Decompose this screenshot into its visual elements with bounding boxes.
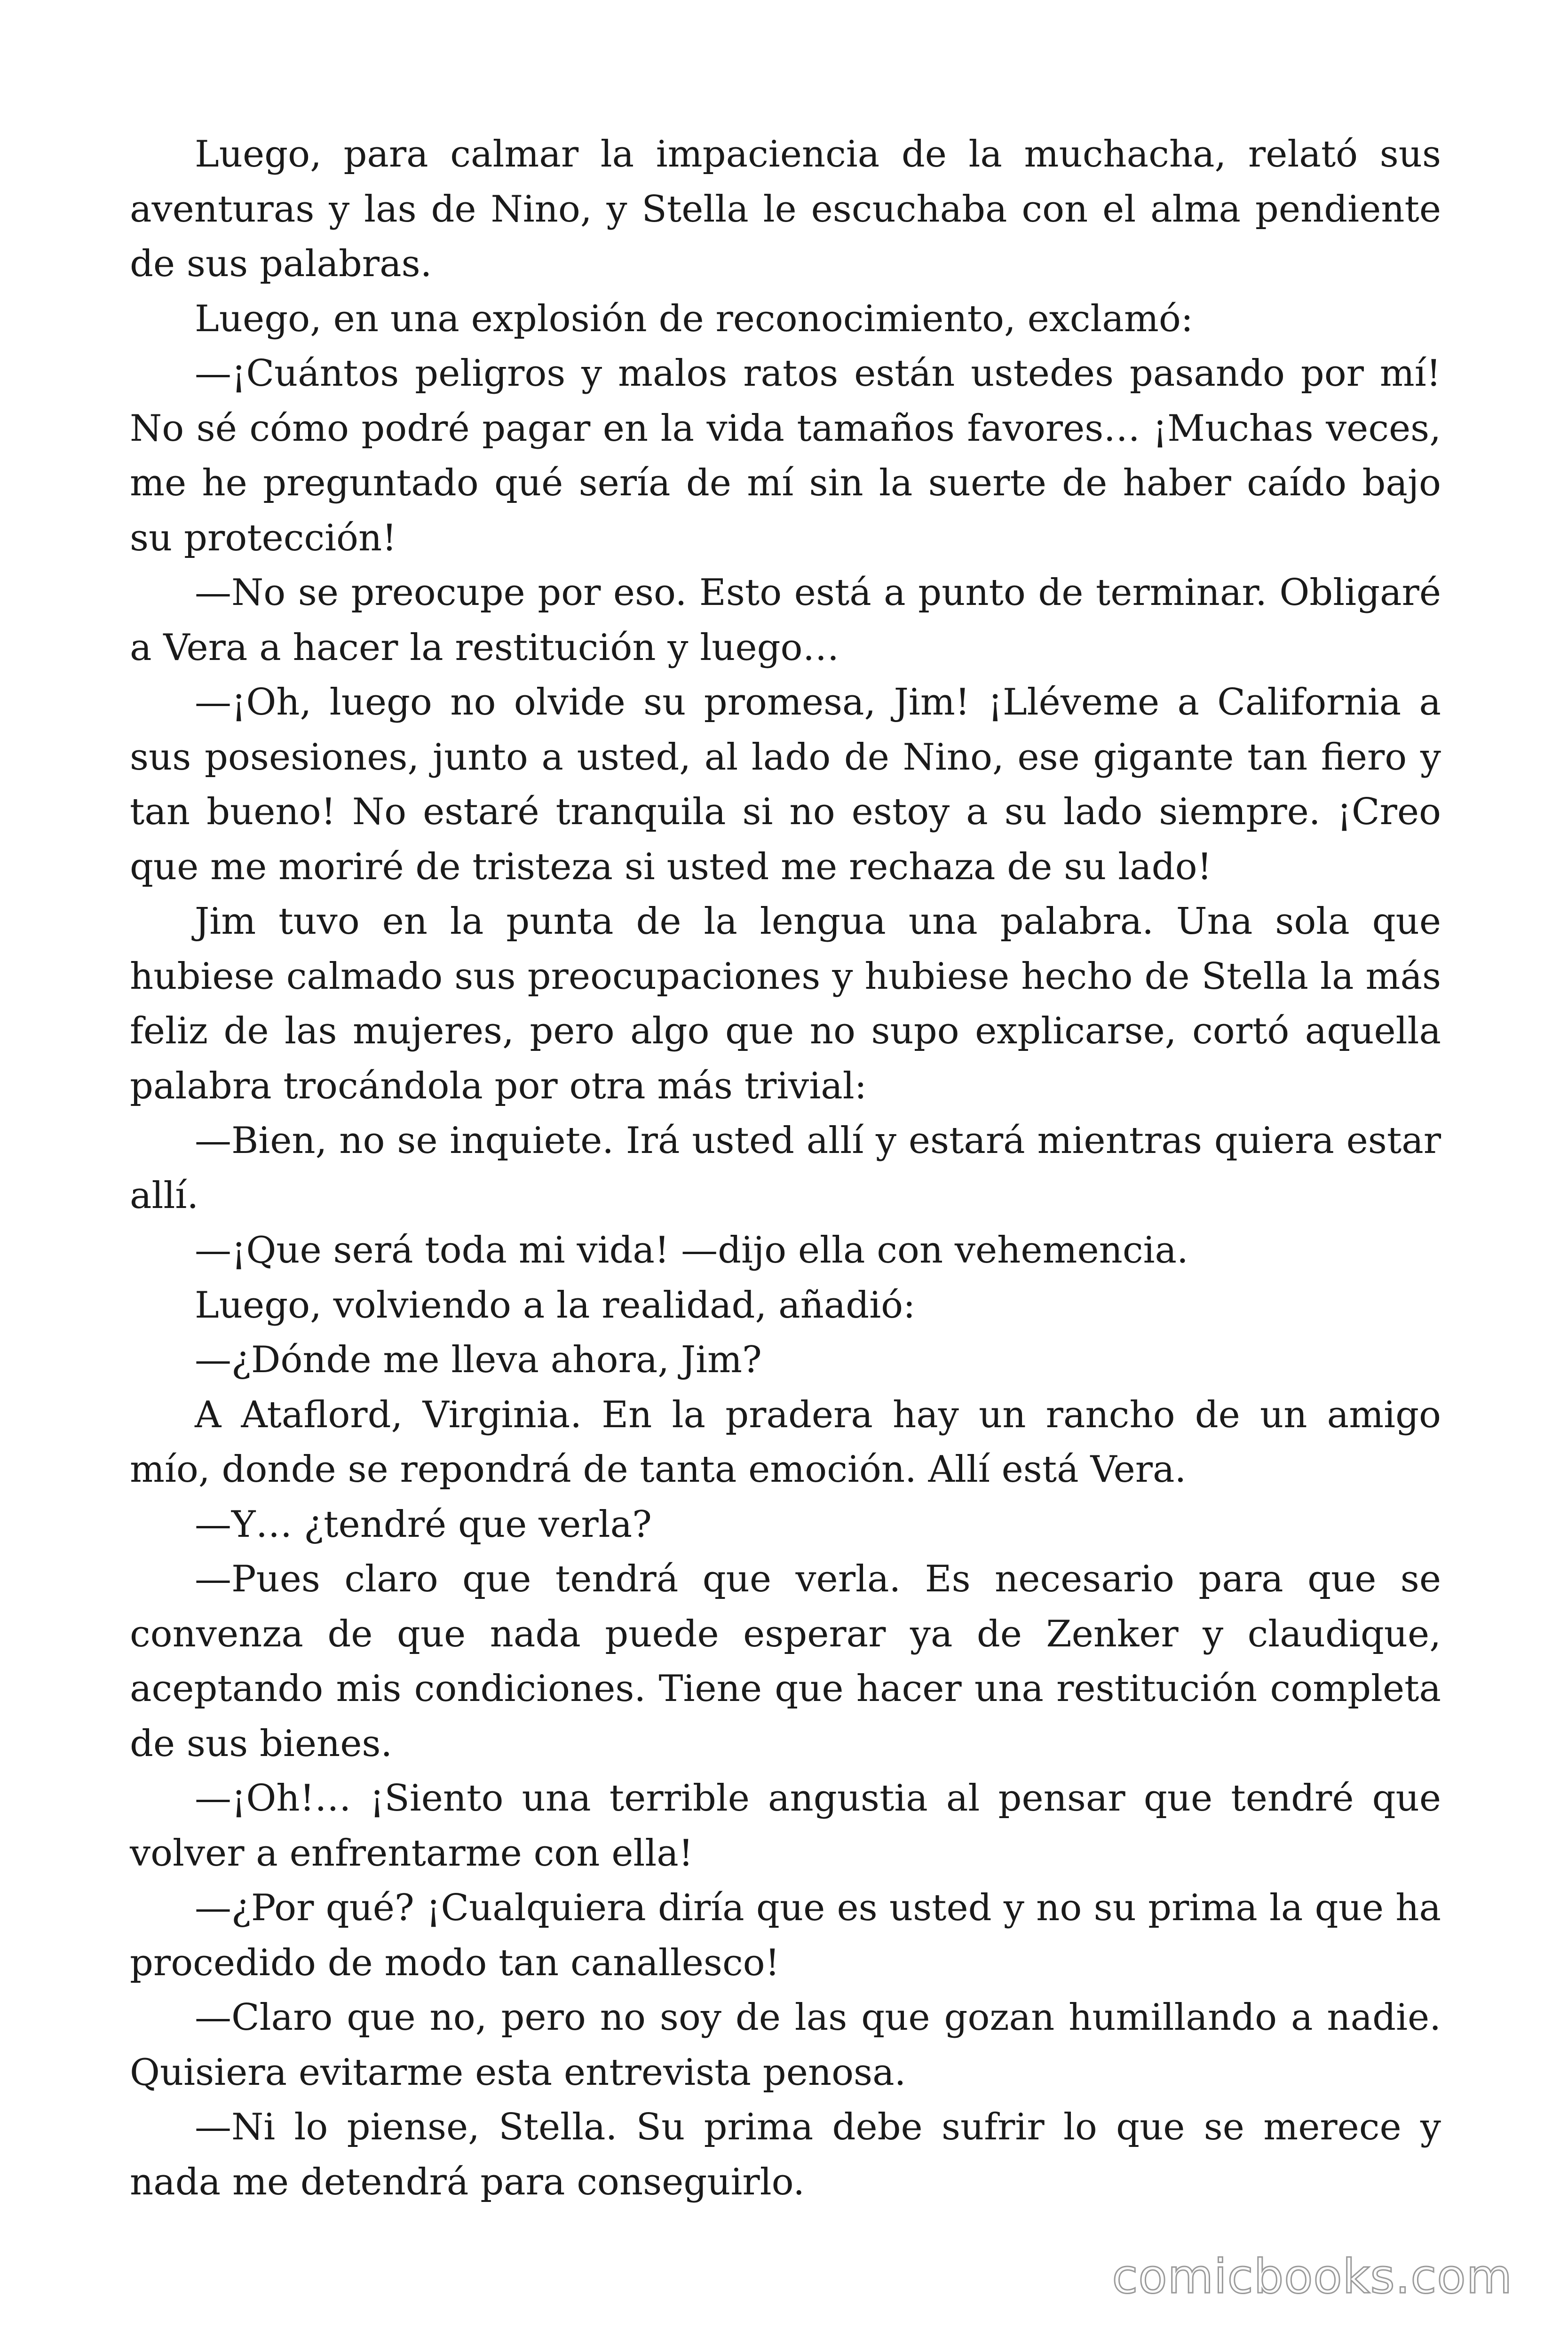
paragraph: Luego, volviendo a la realidad, añadió: bbox=[195, 1284, 916, 1327]
watermark-text: comicbooks.com bbox=[1112, 2249, 1513, 2304]
paragraph: —¡Cuántos peligros y malos ratos están ustedes pasando por mí! No sé cómo podré pagar en la vida tamaños favores… ¡Muchas veces, me he preguntado qué sería de mí sin la suerte de haber caído bajo su protección! bbox=[130, 352, 1441, 559]
paragraph: —Bien, no se inquiete. Irá usted allí y estará mientras quiera estar allí. bbox=[130, 1120, 1441, 1217]
paragraph: —¡Oh!… ¡Siento una terrible angustia al pensar que tendré que volver a enfrentarme con ella! bbox=[130, 1777, 1441, 1875]
paragraph: Jim tuvo en la punta de la lengua una palabra. Una sola que hubiese calmado sus preocupaciones y hubiese hecho de Stella la más feliz de las mujeres, pero algo que no supo explicarse, cortó aquella palabra trocándola por otra más trivial: bbox=[130, 900, 1441, 1107]
paragraph: —Claro que no, pero no soy de las que gozan humillando a nadie. Quisiera evitarme esta entrevista penosa. bbox=[130, 1996, 1441, 2094]
paragraph: A Ataflord, Virginia. En la pradera hay un rancho de un amigo mío, donde se repondrá de tanta emoción. Allí está Vera. bbox=[130, 1393, 1441, 1491]
paragraph: —Pues claro que tendrá que verla. Es necesario para que se convenza de que nada puede esperar ya de Zenker y claudique, aceptando mis condiciones. Tiene que hacer una restitución completa de sus bienes. bbox=[130, 1558, 1441, 1765]
paragraph: Luego, en una explosión de reconocimiento, exclamó: bbox=[195, 297, 1194, 340]
paragraph: —No se preocupe por eso. Esto está a punto de terminar. Obligaré a Vera a hacer la restitución y luego… bbox=[130, 572, 1441, 669]
paragraph: Luego, para calmar la impaciencia de la muchacha, relató sus aventuras y las de Nino, y Stella le escuchaba con el alma pendiente de sus palabras. bbox=[130, 133, 1441, 285]
paragraph: —¿Dónde me lleva ahora, Jim? bbox=[195, 1339, 762, 1381]
paragraph: —¿Por qué? ¡Cualquiera diría que es usted y no su prima la que ha procedido de modo tan canallesco! bbox=[130, 1887, 1441, 1984]
paragraph: —¡Oh, luego no olvide su promesa, Jim! ¡Lléveme a California a sus posesiones, junto a usted, al lado de Nino, ese gigante tan fiero y tan bueno! No estaré tranquila si no estoy a su lado siempre. ¡Creo que me moriré de tristeza si usted me rechaza de su lado! bbox=[130, 681, 1441, 888]
paragraph: —Ni lo piense, Stella. Su prima debe sufrir lo que se merece y nada me detendrá para conseguirlo. bbox=[130, 2106, 1441, 2203]
paragraph: —Y… ¿tendré que verla? bbox=[195, 1503, 652, 1546]
paragraph: —¡Que será toda mi vida! —dijo ella con vehemencia. bbox=[195, 1229, 1188, 1271]
book-page bbox=[130, 127, 1441, 2209]
